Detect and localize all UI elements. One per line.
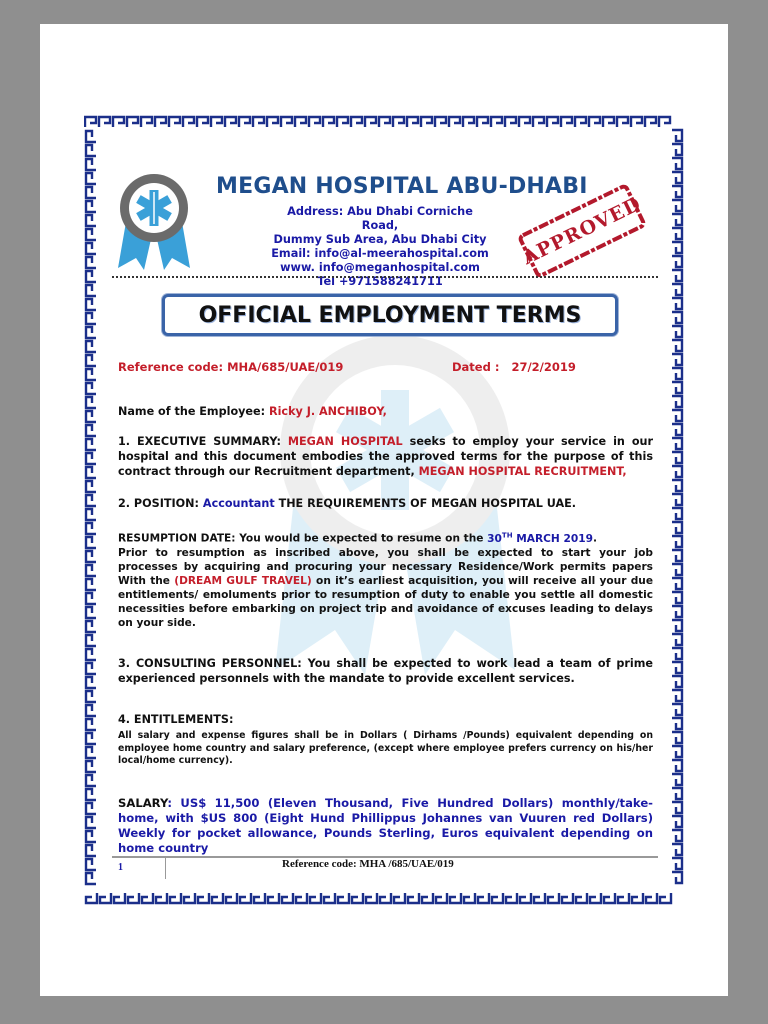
document-title-banner [162, 294, 618, 336]
border-key [254, 893, 265, 903]
border-key [672, 172, 682, 183]
border-key [672, 830, 682, 841]
border-key [86, 425, 96, 436]
border-key [548, 893, 559, 903]
border-key [672, 606, 682, 617]
border-key [86, 509, 96, 520]
border-key [547, 117, 558, 127]
border-key [393, 117, 404, 127]
border-key [618, 893, 629, 903]
entitlements-heading: 4. ENTITLEMENTS: [118, 713, 234, 726]
border-key [86, 145, 96, 156]
border-key [212, 893, 223, 903]
border-key [268, 893, 279, 903]
border-key [323, 117, 334, 127]
border-key [86, 817, 96, 828]
resumption-day: 30TH MARCH 2019 [487, 531, 593, 545]
summary-label: 1. EXECUTIVE SUMMARY: [118, 435, 281, 448]
border-key [672, 424, 682, 435]
border-key [672, 452, 682, 463]
border-key [617, 117, 628, 127]
border-key [296, 893, 307, 903]
border-key [198, 893, 209, 903]
border-key [379, 117, 390, 127]
border-key [86, 593, 96, 604]
border-key [86, 313, 96, 324]
employee-name-line [118, 404, 653, 419]
border-key [672, 396, 682, 407]
border-key [86, 719, 96, 730]
border-key [436, 893, 447, 903]
border-key [672, 256, 682, 267]
hospital-logo [114, 170, 194, 270]
position-role: Accountant [202, 497, 275, 510]
border-key [86, 551, 96, 562]
border-key [239, 117, 250, 127]
border-key [672, 522, 682, 533]
border-key [672, 494, 682, 505]
border-key [86, 733, 96, 744]
border-key [86, 761, 96, 772]
summary-text: seeks to employ your service in our hospital and this document embodies the approved terms for the purpose of this contract through our Recruitment department, [118, 435, 654, 478]
border-key [86, 481, 96, 492]
border-key [86, 635, 96, 646]
border-key [672, 200, 682, 211]
border-key [672, 634, 682, 645]
hospital-name: MEGAN HOSPITAL ABU-DHABI [216, 174, 588, 199]
border-key [86, 467, 96, 478]
border-key [86, 131, 96, 142]
border-key [86, 159, 96, 170]
border-key [86, 789, 96, 800]
border-key [253, 117, 264, 127]
border-key [156, 893, 167, 903]
border-key [672, 802, 682, 813]
entitlements-text: All salary and expense figures shall be in Dollars ( Dirhams /Pounds) equivalent depending on employee home country and salary preference, (except where employee prefers currency on his/her local/home currency). [118, 730, 653, 766]
resumption-period: . [592, 532, 597, 545]
border-key [113, 117, 124, 127]
summary-org: MEGAN HOSPITAL [287, 435, 403, 448]
border-key [672, 270, 682, 281]
border-key [394, 893, 405, 903]
border-key [672, 466, 682, 477]
document-title: OFFICIAL EMPLOYMENT TERMS [198, 302, 582, 328]
border-key [422, 893, 433, 903]
border-key [450, 893, 461, 903]
border-key [86, 285, 96, 296]
border-key [86, 327, 96, 338]
border-key [86, 299, 96, 310]
border-key [86, 747, 96, 758]
border-key [86, 565, 96, 576]
border-key [86, 215, 96, 226]
border-key [672, 690, 682, 701]
border-key [86, 341, 96, 352]
border-key [589, 117, 600, 127]
border-key [267, 117, 278, 127]
border-key [672, 508, 682, 519]
border-key [672, 788, 682, 799]
border-key [155, 117, 166, 127]
header-divider [112, 276, 658, 278]
border-key [86, 201, 96, 212]
border-key [86, 621, 96, 632]
border-key [86, 677, 96, 688]
border-key [225, 117, 236, 127]
border-key [672, 438, 682, 449]
salary-section [118, 796, 653, 856]
border-key [86, 453, 96, 464]
border-key [561, 117, 572, 127]
border-key [672, 620, 682, 631]
border-key [672, 564, 682, 575]
border-key [142, 893, 153, 903]
border-key [421, 117, 432, 127]
reference-code: Reference code: MHA/685/UAE/019 [118, 360, 344, 374]
border-key [672, 312, 682, 323]
employee-label: Name of the Employee: [118, 405, 266, 418]
salary-label: SALARY [118, 796, 168, 810]
footer-tick [165, 857, 166, 879]
border-key [519, 117, 530, 127]
page-number: 1 [118, 862, 123, 873]
border-key [86, 173, 96, 184]
border-key [533, 117, 544, 127]
border-key [576, 893, 587, 903]
border-key [86, 893, 97, 903]
date-value: 27/2/2019 [511, 360, 576, 374]
border-key [464, 893, 475, 903]
border-key [380, 893, 391, 903]
border-key [672, 662, 682, 673]
border-key [365, 117, 376, 127]
border-key [100, 893, 111, 903]
resumption-section [118, 528, 653, 630]
border-key [240, 893, 251, 903]
border-key [309, 117, 320, 127]
border-key [184, 893, 195, 903]
resumption-text-2: on it’s earliest acquisition, you will receive all your due entitlements/ emoluments prior to resumption of duty to enable you settle all domestic necessities before embarking on project trip and avoidance of excuses leading to delays on your side. [118, 574, 654, 629]
border-key [86, 495, 96, 506]
border-key [351, 117, 362, 127]
border-key [672, 816, 682, 827]
border-key [86, 845, 96, 856]
border-key [337, 117, 348, 127]
border-key [534, 893, 545, 903]
border-key [672, 774, 682, 785]
border-key [86, 355, 96, 366]
border-key [183, 117, 194, 127]
border-key [99, 117, 110, 127]
border-key [478, 893, 489, 903]
resumption-label: RESUMPTION DATE: You would be expected to resume on the [118, 532, 488, 545]
border-key [310, 893, 321, 903]
border-key [85, 117, 96, 127]
border-key [672, 284, 682, 295]
border-key [672, 536, 682, 547]
border-key [672, 718, 682, 729]
stamp-text: APPROVED [519, 192, 645, 270]
border-key [672, 298, 682, 309]
border-key [170, 893, 181, 903]
border-key [562, 893, 573, 903]
border-key [672, 158, 682, 169]
border-key [86, 397, 96, 408]
border-key [86, 831, 96, 842]
border-key [86, 439, 96, 450]
salary-text: : US$ 11,500 (Eleven Thousand, Five Hundred Dollars) monthly/take-home, with $US 800 (Eight Hund Phillippus Johannes van Vuuren red Dollars) Weekly for pocket allowance, Pounds Sterling, Euros equivalent depending on home country [118, 796, 653, 855]
border-key [366, 893, 377, 903]
border-key [114, 893, 125, 903]
border-key [590, 893, 601, 903]
border-key [86, 243, 96, 254]
border-key [491, 117, 502, 127]
border-key [672, 242, 682, 253]
border-key [86, 705, 96, 716]
border-key [86, 775, 96, 786]
employee-name: Ricky J. ANCHIBOY, [268, 405, 387, 418]
border-key [352, 893, 363, 903]
border-key [86, 369, 96, 380]
border-key [449, 117, 460, 127]
border-key [408, 893, 419, 903]
border-key [86, 579, 96, 590]
border-key [506, 893, 517, 903]
border-key [463, 117, 474, 127]
address-line: Address: Abu Dhabi Corniche Road, [287, 205, 473, 232]
border-key [632, 893, 643, 903]
consulting-personnel: 3. CONSULTING PERSONNEL: You shall be expected to work lead a team of prime experienced personnels with the mandate to provide excellent services. [118, 657, 653, 685]
border-key [672, 550, 682, 561]
border-key [295, 117, 306, 127]
border-key [86, 649, 96, 660]
border-key [282, 893, 293, 903]
border-key [505, 117, 516, 127]
border-key [645, 117, 656, 127]
position-text: THE REQUIREMENTS OF MEGAN HOSPITAL UAE. [274, 497, 577, 510]
border-key [86, 411, 96, 422]
border-key [672, 592, 682, 603]
border-key [86, 257, 96, 268]
border-key [604, 893, 615, 903]
border-key [86, 537, 96, 548]
border-key [631, 117, 642, 127]
border-key [672, 228, 682, 239]
footer-reference: Reference code: MHA /685/UAE/019 [282, 858, 454, 870]
border-key [86, 607, 96, 618]
border-key [86, 271, 96, 282]
date-label: Dated : [452, 360, 500, 374]
border-key [672, 368, 682, 379]
website-line: www. info@meganhospital.com [280, 261, 480, 274]
border-key [672, 746, 682, 757]
position-label: 2. POSITION: [118, 497, 200, 510]
border-key [492, 893, 503, 903]
border-key [141, 117, 152, 127]
border-key [672, 354, 682, 365]
border-key [211, 117, 222, 127]
border-key [281, 117, 292, 127]
border-key [520, 893, 531, 903]
border-key [672, 410, 682, 421]
resumption-text: Prior to resumption as inscribed above, you shall be expected to start your job processes by acquiring and procuring your necessary Residence/Work permits papers With the [118, 546, 653, 587]
border-key [672, 340, 682, 351]
border-key [86, 187, 96, 198]
border-key [672, 480, 682, 491]
summary-dept: MEGAN HOSPITAL RECRUITMENT, [418, 465, 627, 478]
border-key [86, 229, 96, 240]
border-key [226, 893, 237, 903]
border-key [324, 893, 335, 903]
border-key [197, 117, 208, 127]
border-key [672, 732, 682, 743]
border-key [477, 117, 488, 127]
phone-line: Tel +971588241711 [317, 275, 443, 288]
position-section [118, 496, 653, 511]
border-key [575, 117, 586, 127]
date-line [452, 360, 576, 374]
border-key [659, 117, 670, 127]
border-key [672, 760, 682, 771]
border-key [86, 663, 96, 674]
border-key [86, 523, 96, 534]
border-key [672, 704, 682, 715]
border-key [672, 844, 682, 855]
border-key [646, 893, 657, 903]
border-key [672, 326, 682, 337]
border-key [86, 873, 96, 884]
address-line: Dummy Sub Area, Abu Dhabi City [273, 233, 487, 246]
border-key [672, 578, 682, 589]
border-key [128, 893, 139, 903]
border-key [127, 117, 138, 127]
border-key [672, 648, 682, 659]
border-key [672, 872, 682, 883]
border-key [435, 117, 446, 127]
border-key [672, 858, 682, 869]
border-key [672, 676, 682, 687]
executive-summary [118, 434, 653, 479]
border-key [660, 893, 671, 903]
border-key [338, 893, 349, 903]
border-key [672, 214, 682, 225]
border-key [86, 803, 96, 814]
border-key [86, 383, 96, 394]
border-key [86, 691, 96, 702]
border-key [86, 859, 96, 870]
border-key [672, 130, 682, 141]
border-key [407, 117, 418, 127]
travel-agency: (DREAM GULF TRAVEL) [174, 574, 312, 587]
border-key [672, 382, 682, 393]
email-line: Email: info@al-meerahospital.com [271, 247, 489, 260]
border-key [672, 186, 682, 197]
border-key [672, 144, 682, 155]
border-key [603, 117, 614, 127]
border-key [169, 117, 180, 127]
